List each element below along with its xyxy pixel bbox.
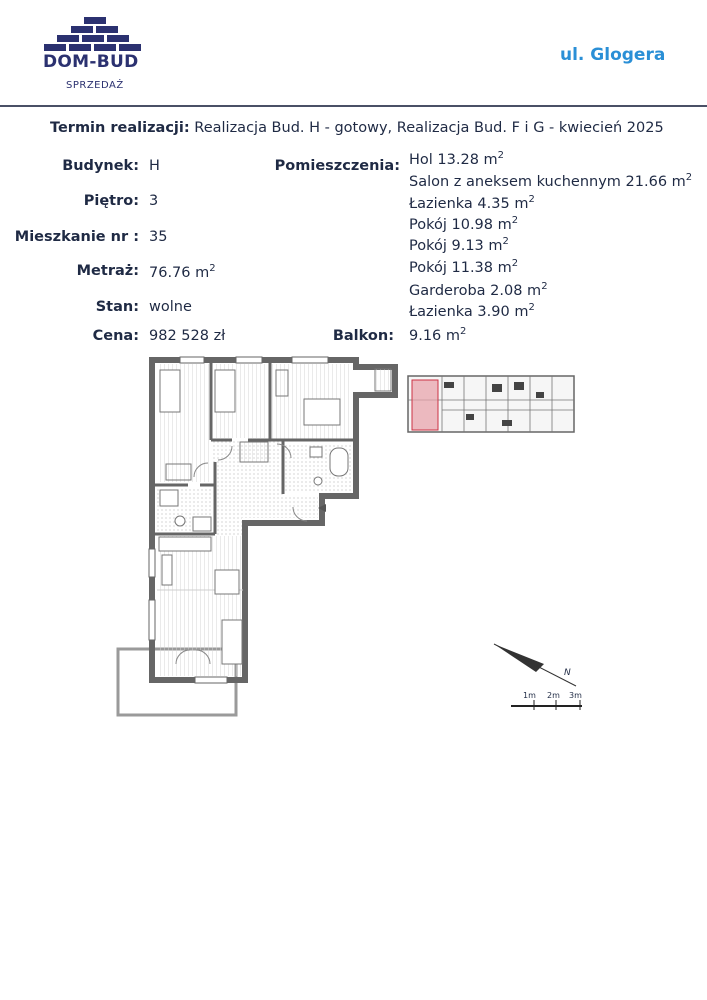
rooms-label: Pomieszczenia: bbox=[274, 158, 400, 174]
floor-value: 3 bbox=[149, 193, 159, 209]
building-value: H bbox=[149, 158, 160, 174]
area-value: 76.76 $m^2$ bbox=[149, 263, 216, 281]
apartment-value: 35 bbox=[149, 229, 168, 245]
floor-label: Piętro: bbox=[83, 193, 139, 209]
building-label: Budynek: bbox=[62, 158, 139, 174]
room-item: Salon z aneksem kuchennym 21.66 $m^2$ bbox=[409, 172, 693, 190]
north-label: N bbox=[564, 668, 571, 678]
price-label: Cena: bbox=[92, 328, 139, 344]
room-item: Pokój 9.13 $m^2$ bbox=[409, 236, 509, 254]
term-value: Realizacja Bud. H - gotowy, Realizacja Bud. F i G - kwiecień 2025 bbox=[194, 120, 664, 136]
scale-label-1m: 1m bbox=[523, 691, 536, 700]
logo-subtitle: SPRZEDAŻ bbox=[66, 80, 124, 91]
room-item: Pokój 11.38 $m^2$ bbox=[409, 258, 519, 276]
room-item: Łazienka 4.35 $m^2$ bbox=[409, 194, 535, 212]
room-item: Garderoba 2.08 $m^2$ bbox=[409, 281, 548, 299]
room-item: Łazienka 3.90 $m^2$ bbox=[409, 302, 535, 320]
status-value: wolne bbox=[149, 299, 192, 315]
scale-bar bbox=[510, 700, 585, 714]
plan-outer-wall bbox=[152, 360, 395, 680]
apartment-highlight bbox=[412, 380, 438, 430]
term-label: Termin realizacji: bbox=[50, 120, 190, 136]
balcony-value: 9.16 $m^2$ bbox=[409, 326, 467, 344]
apartment-label: Mieszkanie nr : bbox=[14, 229, 139, 245]
building-key-plan bbox=[406, 370, 576, 440]
completion-term bbox=[50, 120, 664, 136]
status-label: Stan: bbox=[95, 299, 139, 315]
logo-text: DOM-BUD bbox=[43, 52, 139, 72]
balcony-label: Balkon: bbox=[332, 328, 394, 344]
price-value: 982 528 zł bbox=[149, 328, 226, 344]
header-divider bbox=[0, 105, 707, 107]
street-name: ul. Glogera bbox=[560, 45, 666, 65]
north-arrow bbox=[490, 640, 590, 690]
room-item: Pokój 10.98 $m^2$ bbox=[409, 215, 519, 233]
area-label: Metraż: bbox=[76, 263, 139, 279]
scale-label-3m: 3m bbox=[569, 691, 582, 700]
balcony-outline bbox=[118, 649, 236, 715]
room-item: Hol 13.28 $m^2$ bbox=[409, 150, 505, 168]
scale-label-2m: 2m bbox=[547, 691, 560, 700]
entrance-arrow bbox=[318, 504, 326, 512]
